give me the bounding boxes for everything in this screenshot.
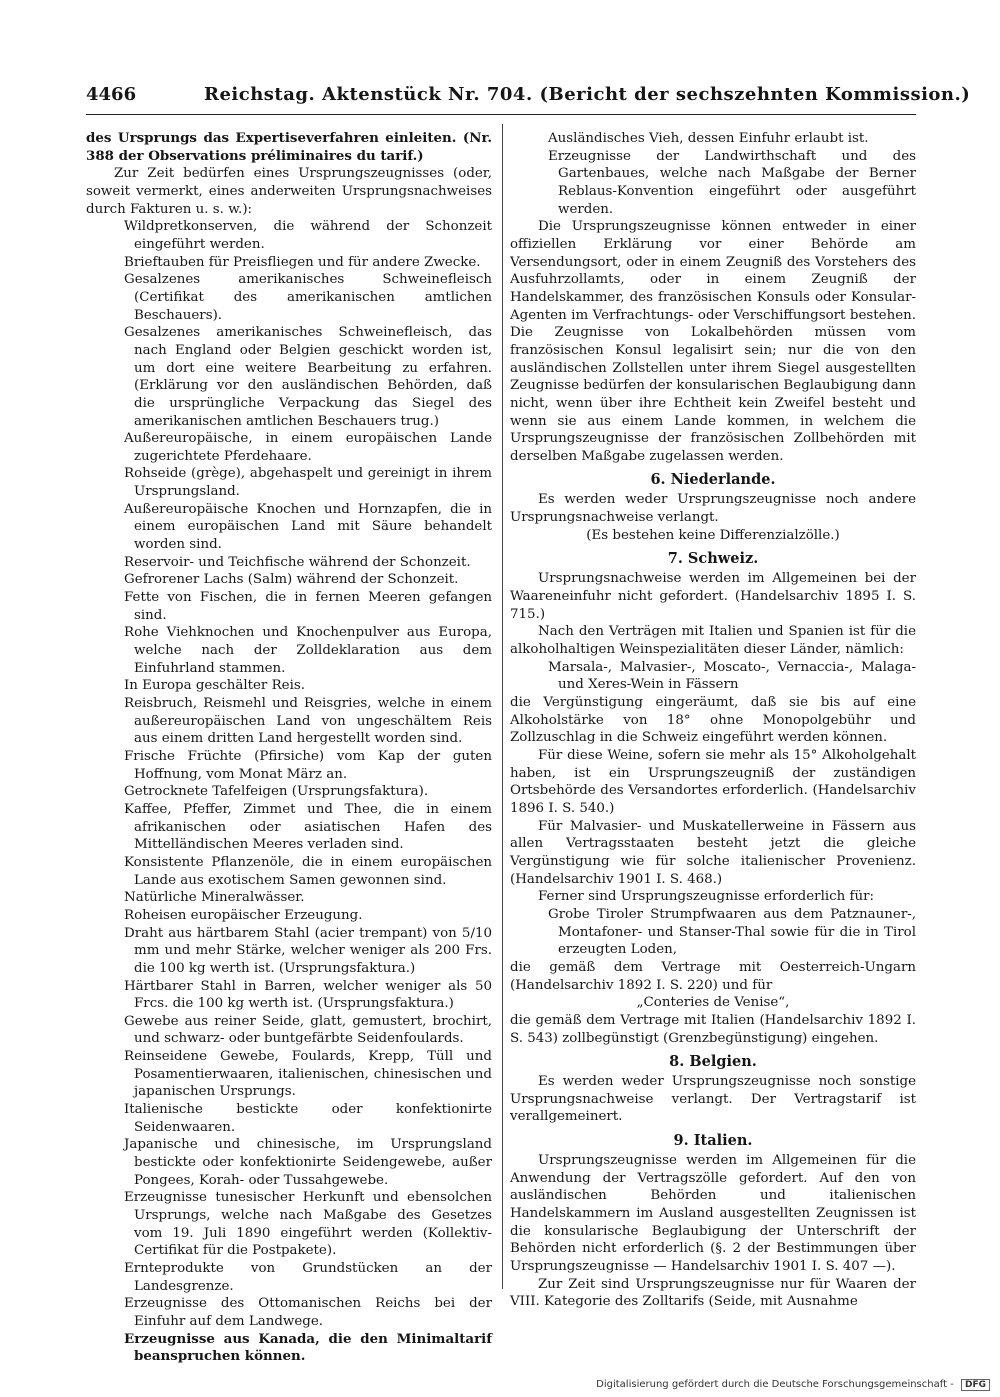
list-item: Ausländisches Vieh, dessen Einfuhr erlaubt ist. xyxy=(548,131,869,146)
page-header xyxy=(86,84,971,108)
list-item: Gefrorener Lachs (Salm) während der Schonzeit. xyxy=(124,572,459,588)
list-item: Gesalzenes amerikanisches Schweinefleisch (Certifikat des amerikanischen amtlichen Beschauers). xyxy=(124,272,492,323)
paragraph: die gemäß dem Vertrage mit Italien (Handelsarchiv 1892 I. S. 543) zollbegünstigt (Grenzbegünstigung) eingehen. xyxy=(510,1012,916,1046)
section-heading-niederlande: 6. Niederlande. xyxy=(650,471,776,489)
quoted-item: „Conteries de Venise“, xyxy=(636,995,790,1011)
list-item: Kaffee, Pfeffer, Zimmet und Thee, die in einem afrikanischen oder asiatischen Hafen des Mittelländischen Meeres verladen sind. xyxy=(124,801,492,853)
list-item: Draht aus härtbarem Stahl (acier trempant) von 5/10 mm und mehr Stärke, welcher weniger als 200 Frs. die 100 kg werth ist. (Ursprungsfaktura.) xyxy=(124,925,492,976)
list-item: Gewebe aus reiner Seide, glatt, gemustert, brochirt, und schwarz- oder buntgefärbte Seidenfoulards. xyxy=(124,1013,492,1047)
list-item: Außereuropäische, in einem europäischen Lande zugerichtete Pferdehaare. xyxy=(124,431,492,464)
header-rule xyxy=(86,114,916,115)
column-divider xyxy=(502,124,503,1289)
section-heading-italien: 9. Italien. xyxy=(673,1132,753,1150)
paragraph: die gemäß dem Vertrage mit Oesterreich-Ungarn (Handelsarchiv 1892 I. S. 220) und für xyxy=(510,959,916,993)
list-item: Rohe Viehknochen und Knochenpulver aus Europa, welche nach der Zolldeklaration aus dem Einfuhrland stammen. xyxy=(124,625,492,676)
list-item: Marsala-, Malvasier-, Moscato-, Vernaccia-, Malaga- und Xeres-Wein in Fässern xyxy=(548,659,916,693)
list-item: Erzeugnisse tunesischer Herkunft und ebensolchen Ursprungs, welche nach Maßgabe des Gesetzes vom 19. Juli 1890 eingeführt werden (Kollektiv-Certifikat für die Postpakete). xyxy=(124,1190,492,1259)
paragraph: Zur Zeit sind Ursprungszeugnisse nur für Waaren der VIII. Kategorie des Zolltarifs (Seide, mit Ausnahme xyxy=(510,1276,916,1310)
paragraph: Es werden weder Ursprungszeugnisse noch sonstige Ursprungsnachweise verlangt. Der Vertragstarif ist verallgemeinert. xyxy=(510,1074,916,1125)
list-item: Getrocknete Tafelfeigen (Ursprungsfaktura). xyxy=(124,784,429,800)
section-heading-belgien: 8. Belgien. xyxy=(669,1053,757,1071)
paragraph: Die Ursprungszeugnisse können entweder in einer offiziellen Erklärung vor einer Behörde am Versendungsort, oder in einem Zeugniß des Vorstehers des Ausfuhrzollamts, oder in einem Zeugniß der Handelskammer, des französischen Konsuls oder Konsular-Agenten im Verfrachtungs- oder Verschiffungsort bestehen. Die Zeugnisse von Lokalbehörden müssen vom französischen Konsul legalisirt sein; nur die von den ausländischen Zollstellen unter ihrem Siegel ausgestellten Zeugnisse bedürfen der konsularischen Beglaubigung dann nicht, wenn über ihre Echtheit kein Zweifel besteht und wenn sie aus einem Lande kommen, in welchem die Ursprungszeugnisse der französischen Zollbehörden mit derselben Maßgabe zugelassen werden. xyxy=(510,219,916,464)
paragraph: Ursprungszeugnisse werden im Allgemeinen für die Anwendung der Vertragszölle gefordert. Auf den von ausländischen Behörden und italienischen Handelskammern im Ausland ausgestellten Zeugnissen ist die konsularische Beglaubigung der Unterschrift der Behörden nicht erforderlich (§. 2 der Bestimmungen über Ursprungszeugnisse — Handelsarchiv 1901 I. S. 407 —). xyxy=(510,1153,916,1275)
footer-text: Digitalisierung gefördert durch die Deutsche Forschungsgemeinschaft - xyxy=(596,1379,954,1390)
list-item: Roheisen europäischer Erzeugung. xyxy=(124,907,363,923)
right-column xyxy=(510,130,916,1311)
list-item: Wildpretkonserven, die während der Schonzeit eingeführt werden. xyxy=(124,219,492,252)
list-item: Fette von Fischen, die in fernen Meeren gefangen sind. xyxy=(124,590,492,623)
list-item: Konsistente Pflanzenöle, die in einem europäischen Lande aus exotischem Samen gewonnen sind. xyxy=(124,854,492,888)
list-item: Erzeugnisse des Ottomanischen Reichs bei der Einfuhr auf dem Landwege. xyxy=(124,1296,492,1329)
list-item: Außereuropäische Knochen und Hornzapfen, die in einem europäischen Land mit Säure behandelt worden sind. xyxy=(124,501,492,553)
list-item: Italienische bestickte oder konfektionirte Seidenwaaren. xyxy=(124,1102,492,1135)
list-item: Reservoir- und Teichfische während der Schonzeit. xyxy=(124,554,471,570)
list-item: Reisbruch, Reismehl und Reisgries, welche in einem außereuropäischen Land von ungeschältem Reis aus einem dritten Land hergestellt worden sind. xyxy=(124,696,492,747)
intro-paragraph-1: des Ursprungs das Expertiseverfahren einleiten. (Nr. 388 der Observations préliminaires du tarif.) xyxy=(86,130,492,164)
paragraph: Ferner sind Ursprungszeugnisse erforderlich für: xyxy=(538,889,875,905)
paragraph: Ursprungsnachweise werden im Allgemeinen bei der Waareneinfuhr nicht gefordert. (Handelsarchiv 1895 I. S. 715.) xyxy=(510,571,916,622)
list-item: In Europa geschälter Reis. xyxy=(124,678,305,694)
note: (Es bestehen keine Differenzialzölle.) xyxy=(586,527,840,543)
list-item: Reinseidene Gewebe, Foulards, Krepp, Tüll und Posamentierwaaren, italienischen, chinesischen und japanischen Ursprungs. xyxy=(124,1049,492,1100)
list-item: Grobe Tiroler Strumpfwaaren aus dem Patznauner-, Montafoner- und Stanser-Thal sowie für die in Tirol erzeugten Loden, xyxy=(548,906,916,958)
list-item: Japanische und chinesische, im Ursprungsland bestickte oder konfektionirte Seidengewebe, außer Pongees, Korah- oder Tussahgewebe. xyxy=(124,1137,492,1188)
list-item: Gesalzenes amerikanisches Schweinefleisch, das nach England oder Belgien geschickt worden ist, um dort eine weitere Bearbeitung zu erfahren. (Erklärung vor den ausländischen Behörden, daß die ursprüngliche Verpackung das Siegel des amerikanischen amtlichen Beschauers trug.) xyxy=(124,325,492,429)
list-item: Erzeugnisse aus Kanada, die den Minimaltarif beanspruchen können. xyxy=(124,1330,492,1365)
list-item: Natürliche Mineralwässer. xyxy=(124,890,305,906)
intro-paragraph-2: Zur Zeit bedürfen eines Ursprungszeugnisses (oder, soweit vermerkt, eines anderweiten Ursprungsnachweises durch Fakturen u. s. w.): xyxy=(86,166,492,217)
section-heading-schweiz: 7. Schweiz. xyxy=(667,550,759,568)
paragraph: Für Malvasier- und Muskatellerweine in Fässern aus allen Vertragsstaaten besteht jetzt die gleiche Vergünstigung wie für solche italienischer Provenienz. (Handelsarchiv 1901 I. S. 468.) xyxy=(510,818,916,887)
list-item: Ernteprodukte von Grundstücken an der Landesgrenze. xyxy=(124,1261,492,1294)
paragraph: Nach den Verträgen mit Italien und Spanien ist für die alkoholhaltigen Weinspezialitäten dieser Länder, nämlich: xyxy=(510,624,916,658)
paragraph: Für diese Weine, sofern sie mehr als 15° Alkoholgehalt haben, ist ein Ursprungszeugniß der zuständigen Ortsbehörde des Versandortes erforderlich. (Handelsarchiv 1896 I. S. 540.) xyxy=(510,748,916,816)
list-item: Brieftauben für Preisfliegen und für andere Zwecke. xyxy=(124,254,481,270)
page-number: 4466 xyxy=(86,84,137,105)
page-title: Reichstag. Aktenstück Nr. 704. (Bericht der sechszehnten Kommission.) xyxy=(204,84,971,105)
list-item: Rohseide (grège), abgehaspelt und gereinigt in ihrem Ursprungsland. xyxy=(124,466,492,500)
list-item: Frische Früchte (Pfirsiche) vom Kap der guten Hoffnung, vom Monat März an. xyxy=(124,748,492,782)
footer-credit xyxy=(596,1379,990,1391)
left-column xyxy=(86,130,492,1366)
list-item: Erzeugnisse der Landwirthschaft und des Gartenbaues, welche nach Maßgabe der Berner Reblaus-Konvention eingeführt oder ausgeführt werden. xyxy=(548,148,916,217)
dfg-logo: DFG xyxy=(961,1379,990,1391)
paragraph: Es werden weder Ursprungszeugnisse noch andere Ursprungsnachweise verlangt. xyxy=(510,492,916,526)
list-item: Härtbarer Stahl in Barren, welcher weniger als 50 Frcs. die 100 kg werth ist. (Ursprungsfaktura.) xyxy=(124,978,492,1012)
paragraph: die Vergünstigung eingeräumt, daß sie bis auf eine Alkoholstärke von 18° ohne Monopolgebühr und Zollzuschlag in die Schweiz eingeführt werden können. xyxy=(510,695,916,746)
